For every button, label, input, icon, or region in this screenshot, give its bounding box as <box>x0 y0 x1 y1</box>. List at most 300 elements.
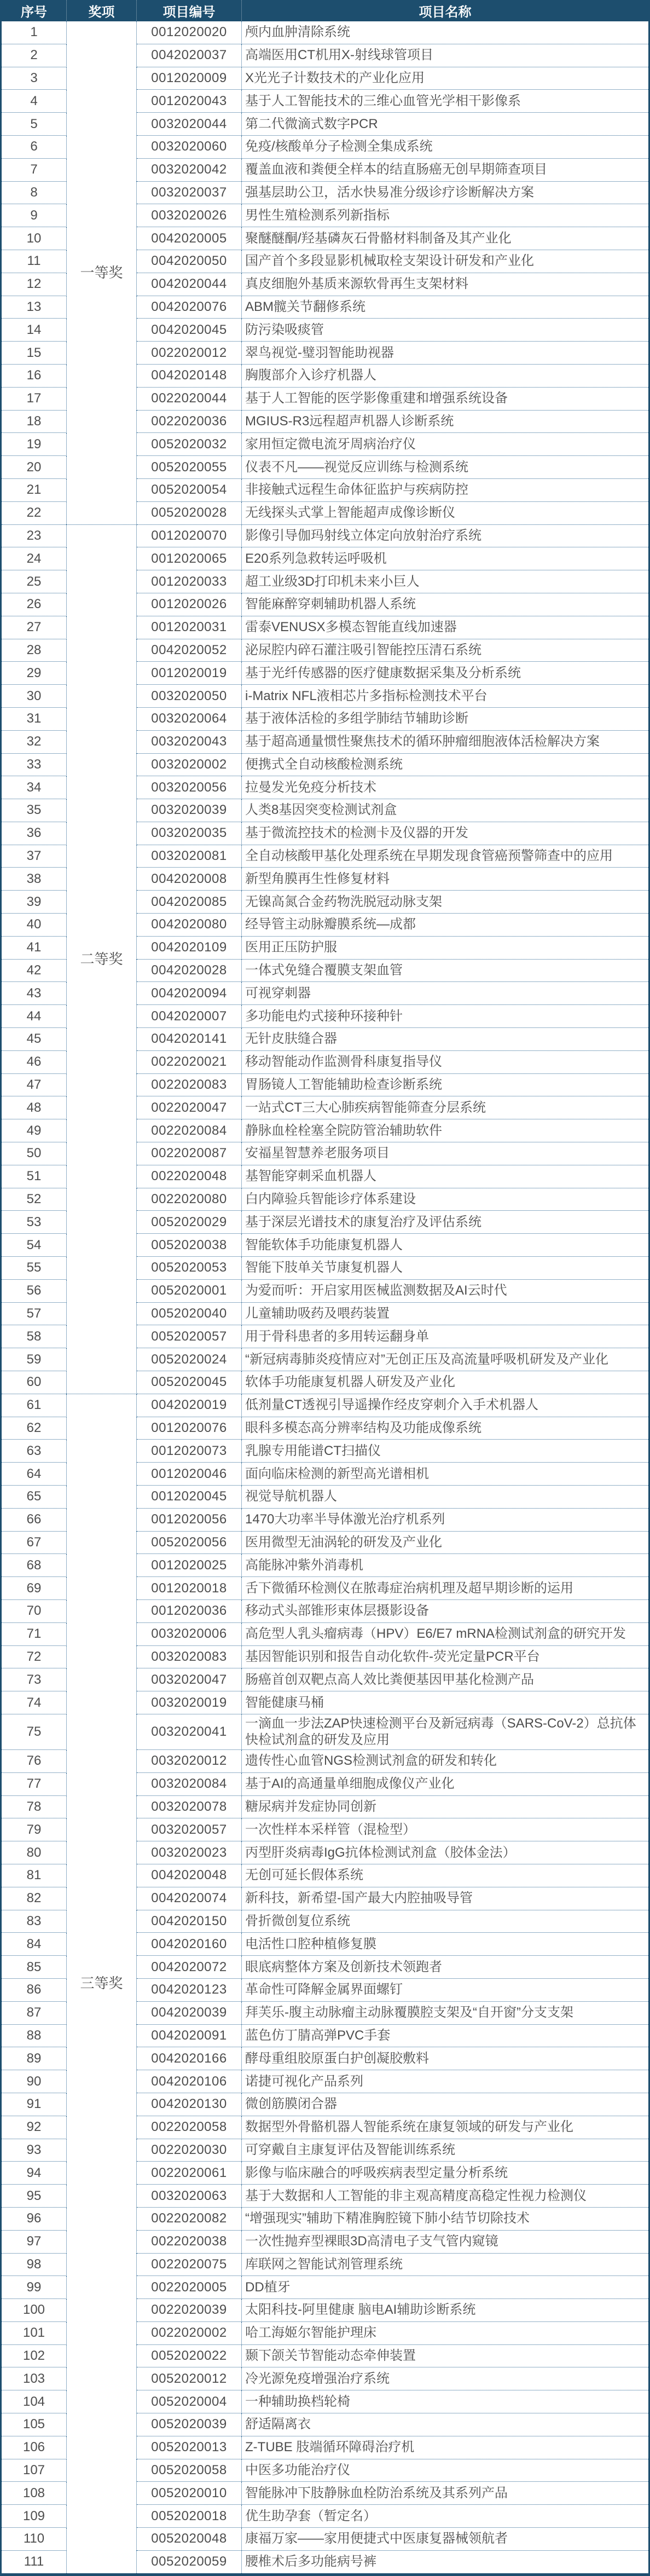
column-header-project-code: 项目编号 <box>137 0 242 21</box>
row-number-cell: 27 <box>1 616 67 639</box>
project-code-cell: 0032020064 <box>137 707 242 730</box>
row-number-cell: 52 <box>1 1188 67 1211</box>
project-code-cell: 0012020025 <box>137 1554 242 1577</box>
project-name-cell: 康福万家——家用便捷式中医康复器械领航者 <box>242 2528 649 2551</box>
project-name-cell: 舌下微循环检测仪在脓毒症治病机理及超早期诊断的运用 <box>242 1577 649 1600</box>
project-code-cell: 0012020031 <box>137 616 242 639</box>
project-code-cell: 0032020083 <box>137 1645 242 1668</box>
project-code-cell: 0012020065 <box>137 547 242 570</box>
project-name-cell: 电活性口腔种植修复膜 <box>242 1933 649 1956</box>
project-name-cell: 第二代微滴式数字PCR <box>242 113 649 136</box>
project-name-cell: 胸腹部介入诊疗机器人 <box>242 364 649 387</box>
row-number-cell: 61 <box>1 1394 67 1417</box>
row-number-cell: 55 <box>1 1257 67 1280</box>
project-name-cell: 一次性抛弃型裸眼3D高清电子支气管内窥镜 <box>242 2230 649 2253</box>
project-name-cell: 用于骨科患者的多用转运翻身单 <box>242 1325 649 1348</box>
row-number-cell: 89 <box>1 2047 67 2070</box>
project-name-cell: 拜芙乐-腹主动脉瘤主动脉覆膜腔支架及“自开窗”分支支架 <box>242 2001 649 2024</box>
project-code-cell: 0022020061 <box>137 2162 242 2185</box>
project-code-cell: 0042020044 <box>137 273 242 296</box>
project-name-cell: 新型角膜再生性修复材料 <box>242 868 649 891</box>
row-number-cell: 74 <box>1 1691 67 1714</box>
project-name-cell: 聚醚醚酮/羟基磷灰石骨骼材料制备及其产业化 <box>242 227 649 250</box>
project-code-cell: 0012020019 <box>137 662 242 685</box>
project-code-cell: 0022020058 <box>137 2116 242 2139</box>
project-code-cell: 0052020029 <box>137 1211 242 1234</box>
row-number-cell: 39 <box>1 891 67 914</box>
row-number-cell: 60 <box>1 1371 67 1394</box>
project-name-cell: 静脉血栓栓塞全院防管治辅助软件 <box>242 1119 649 1142</box>
row-number-cell: 30 <box>1 685 67 708</box>
project-name-cell: 一站式CT三大心肺疾病智能筛查分层系统 <box>242 1096 649 1119</box>
row-number-cell: 37 <box>1 845 67 868</box>
award-label-cell: 一等奖 <box>67 21 137 524</box>
project-code-cell: 0012020056 <box>137 1508 242 1531</box>
project-name-cell: 为爱而听：开启家用医械监测数据及AI云时代 <box>242 1279 649 1302</box>
row-number-cell: 43 <box>1 982 67 1005</box>
project-code-cell: 0052020040 <box>137 1302 242 1325</box>
project-name-cell: i-Matrix NFL液相芯片多指标检测技术平台 <box>242 685 649 708</box>
row-number-cell: 88 <box>1 2024 67 2047</box>
row-number-cell: 41 <box>1 936 67 959</box>
project-name-cell: 颅内血肿清除系统 <box>242 21 649 44</box>
project-code-cell: 0022020044 <box>137 387 242 410</box>
project-name-cell: 雷泰VENUSX多模态智能直线加速器 <box>242 616 649 639</box>
project-code-cell: 0052020013 <box>137 2436 242 2459</box>
project-code-cell: 0032020063 <box>137 2185 242 2208</box>
row-number-cell: 64 <box>1 1463 67 1486</box>
row-number-cell: 90 <box>1 2070 67 2093</box>
row-number-cell: 47 <box>1 1073 67 1096</box>
row-number-cell: 71 <box>1 1622 67 1645</box>
row-number-cell: 82 <box>1 1887 67 1910</box>
project-name-cell: 库联网之智能试剂管理系统 <box>242 2253 649 2276</box>
project-code-cell: 0052020059 <box>137 2550 242 2574</box>
row-number-cell: 92 <box>1 2116 67 2139</box>
project-code-cell: 0042020005 <box>137 227 242 250</box>
project-code-cell: 0032020043 <box>137 730 242 753</box>
project-name-cell: 诺捷可视化产品系列 <box>242 2070 649 2093</box>
row-number-cell: 73 <box>1 1668 67 1691</box>
project-code-cell: 0052020057 <box>137 1325 242 1348</box>
row-number-cell: 53 <box>1 1211 67 1234</box>
project-code-cell: 0012020046 <box>137 1463 242 1486</box>
row-number-cell: 79 <box>1 1818 67 1841</box>
row-number-cell: 25 <box>1 570 67 593</box>
project-code-cell: 0012020070 <box>137 524 242 547</box>
row-number-cell: 111 <box>1 2550 67 2574</box>
project-name-cell: 基于AI的高通量单细胞成像仪产业化 <box>242 1772 649 1795</box>
project-code-cell: 0022020084 <box>137 1119 242 1142</box>
project-code-cell: 0042020045 <box>137 319 242 342</box>
project-code-cell: 0032020002 <box>137 753 242 776</box>
row-number-cell: 80 <box>1 1841 67 1864</box>
project-code-cell: 0042020050 <box>137 250 242 273</box>
row-number-cell: 29 <box>1 662 67 685</box>
project-code-cell: 0012020009 <box>137 67 242 90</box>
project-name-cell: 全自动核酸甲基化处理系统在早期发现食管癌预警筛查中的应用 <box>242 845 649 868</box>
row-number-cell: 59 <box>1 1348 67 1371</box>
project-name-cell: 高能脉冲紫外消毒机 <box>242 1554 649 1577</box>
row-number-cell: 50 <box>1 1142 67 1165</box>
project-code-cell: 0012020026 <box>137 593 242 616</box>
project-name-cell: 中医多功能治疗仪 <box>242 2459 649 2482</box>
row-number-cell: 100 <box>1 2299 67 2322</box>
row-number-cell: 24 <box>1 547 67 570</box>
project-name-cell: 骨折微创复位系统 <box>242 1910 649 1933</box>
row-number-cell: 58 <box>1 1325 67 1348</box>
row-number-cell: 46 <box>1 1050 67 1073</box>
table-row <box>1 21 649 44</box>
project-name-cell: 影像引导伽玛射线立体定向放射治疗系统 <box>242 524 649 547</box>
row-number-cell: 17 <box>1 387 67 410</box>
project-name-cell: 遗传性心血管NGS检测试剂盒的研发和转化 <box>242 1749 649 1772</box>
row-number-cell: 16 <box>1 364 67 387</box>
project-name-cell: “增强现实”辅助下精准胸腔镜下肺小结节切除技术 <box>242 2207 649 2230</box>
project-code-cell: 0042020074 <box>137 1887 242 1910</box>
project-code-cell: 0032020047 <box>137 1668 242 1691</box>
project-code-cell: 0052020028 <box>137 501 242 524</box>
row-number-cell: 11 <box>1 250 67 273</box>
project-name-cell: 无线探头式掌上智能超声成像诊断仪 <box>242 501 649 524</box>
row-number-cell: 63 <box>1 1440 67 1463</box>
row-number-cell: 51 <box>1 1165 67 1188</box>
project-code-cell: 0032020019 <box>137 1691 242 1714</box>
project-name-cell: 经导管主动脉瓣膜系统—成都 <box>242 914 649 937</box>
project-name-cell: 新科技，新希望-国产最大内腔抽吸导管 <box>242 1887 649 1910</box>
row-number-cell: 36 <box>1 822 67 845</box>
project-code-cell: 0022020021 <box>137 1050 242 1073</box>
project-name-cell: 颞下颌关节智能动态牵伸装置 <box>242 2344 649 2367</box>
project-code-cell: 0022020012 <box>137 342 242 365</box>
row-number-cell: 86 <box>1 1978 67 2001</box>
project-name-cell: “新冠病毒肺炎疫情应对”无创正压及高流量呼吸机研发及产业化 <box>242 1348 649 1371</box>
project-code-cell: 0052020054 <box>137 478 242 501</box>
row-number-cell: 33 <box>1 753 67 776</box>
project-name-cell: 眼科多模态高分辨率结构及功能成像系统 <box>242 1417 649 1440</box>
row-number-cell: 70 <box>1 1599 67 1622</box>
project-code-cell: 0052020055 <box>137 456 242 479</box>
project-name-cell: 基因智能识别和报告自动化软件-荧光定量PCR平台 <box>242 1645 649 1668</box>
row-number-cell: 97 <box>1 2230 67 2253</box>
row-number-cell: 45 <box>1 1028 67 1051</box>
project-name-cell: 糖尿病并发症协同创新 <box>242 1795 649 1818</box>
row-number-cell: 40 <box>1 914 67 937</box>
project-code-cell: 0042020048 <box>137 1864 242 1887</box>
project-code-cell: 0042020091 <box>137 2024 242 2047</box>
project-code-cell: 0012020073 <box>137 1440 242 1463</box>
project-code-cell: 0032020037 <box>137 181 242 204</box>
project-code-cell: 0052020001 <box>137 1279 242 1302</box>
project-name-cell: 眼底病整体方案及创新技术领跑者 <box>242 1956 649 1979</box>
project-code-cell: 0042020052 <box>137 639 242 662</box>
project-name-cell: 一次性样本采样管（混检型） <box>242 1818 649 1841</box>
project-name-cell: 免疫/核酸单分子检测全集成系统 <box>242 135 649 158</box>
project-name-cell: DD植牙 <box>242 2276 649 2299</box>
project-name-cell: 移动智能动作监测骨科康复指导仪 <box>242 1050 649 1073</box>
row-number-cell: 19 <box>1 433 67 456</box>
project-code-cell: 0042020123 <box>137 1978 242 2001</box>
table-header <box>1 0 649 21</box>
project-name-cell: 基于超高通量惯性聚焦技术的循环肿瘤细胞液体活检解决方案 <box>242 730 649 753</box>
project-name-cell: 泌尿腔内碎石灌注吸引智能控压清石系统 <box>242 639 649 662</box>
row-number-cell: 26 <box>1 593 67 616</box>
project-code-cell: 0052020048 <box>137 2528 242 2551</box>
project-name-cell: X光光子计数技术的产业化应用 <box>242 67 649 90</box>
project-code-cell: 0022020030 <box>137 2139 242 2162</box>
project-code-cell: 0032020081 <box>137 845 242 868</box>
project-code-cell: 0042020085 <box>137 891 242 914</box>
project-code-cell: 0012020076 <box>137 1417 242 1440</box>
row-number-cell: 105 <box>1 2413 67 2436</box>
project-name-cell: 基于微流控技术的检测卡及仪器的开发 <box>242 822 649 845</box>
project-name-cell: 基于液体活检的多组学肺结节辅助诊断 <box>242 707 649 730</box>
row-number-cell: 94 <box>1 2162 67 2185</box>
row-number-cell: 57 <box>1 1302 67 1325</box>
project-name-cell: 革命性可降解金属界面螺钉 <box>242 1978 649 2001</box>
project-code-cell: 0042020019 <box>137 1394 242 1417</box>
project-code-cell: 0032020035 <box>137 822 242 845</box>
project-name-cell: 强基层助公卫，活水快易准分级诊疗诊断解决方案 <box>242 181 649 204</box>
project-code-cell: 0022020039 <box>137 2299 242 2322</box>
row-number-cell: 7 <box>1 158 67 181</box>
project-name-cell: 安福星智慧养老服务项目 <box>242 1142 649 1165</box>
row-number-cell: 78 <box>1 1795 67 1818</box>
row-number-cell: 4 <box>1 90 67 113</box>
project-code-cell: 0032020012 <box>137 1749 242 1772</box>
project-name-cell: 视觉导航机器人 <box>242 1486 649 1509</box>
project-name-cell: 可穿戴自主康复评估及智能训练系统 <box>242 2139 649 2162</box>
project-code-cell: 0052020004 <box>137 2390 242 2413</box>
project-name-cell: 胃肠镜人工智能辅助检查诊断系统 <box>242 1073 649 1096</box>
row-number-cell: 28 <box>1 639 67 662</box>
row-number-cell: 32 <box>1 730 67 753</box>
row-number-cell: 107 <box>1 2459 67 2482</box>
row-number-cell: 35 <box>1 799 67 822</box>
project-name-cell: 无创可延长假体系统 <box>242 1864 649 1887</box>
project-name-cell: 基于大数据和人工智能的非主观高精度高稳定性视力检测仪 <box>242 2185 649 2208</box>
project-code-cell: 0042020076 <box>137 296 242 319</box>
project-name-cell: 拉曼发光免疫分析技术 <box>242 776 649 799</box>
project-code-cell: 0042020039 <box>137 2001 242 2024</box>
project-name-cell: 非接触式远程生命体征监护与疾病防控 <box>242 478 649 501</box>
project-code-cell: 0052020012 <box>137 2367 242 2390</box>
project-code-cell: 0042020109 <box>137 936 242 959</box>
project-name-cell: Z-TUBE 肢端循环障碍治疗机 <box>242 2436 649 2459</box>
row-number-cell: 12 <box>1 273 67 296</box>
project-name-cell: E20系列急救转运呼吸机 <box>242 547 649 570</box>
row-number-cell: 5 <box>1 113 67 136</box>
row-number-cell: 81 <box>1 1864 67 1887</box>
project-name-cell: 高端医用CT机用X-射线球管项目 <box>242 44 649 67</box>
project-name-cell: 冷光源免疫增强治疗系统 <box>242 2367 649 2390</box>
row-number-cell: 109 <box>1 2505 67 2528</box>
project-code-cell: 0022020087 <box>137 1142 242 1165</box>
row-number-cell: 84 <box>1 1933 67 1956</box>
project-name-cell: 基于深层光谱技术的康复治疗及评估系统 <box>242 1211 649 1234</box>
project-name-cell: 无镍高氮合金药物洗脱冠动脉支架 <box>242 891 649 914</box>
project-code-cell: 0032020078 <box>137 1795 242 1818</box>
project-code-cell: 0042020106 <box>137 2070 242 2093</box>
project-name-cell: 覆盖血液和粪便全样本的结直肠癌无创早期筛查项目 <box>242 158 649 181</box>
project-name-cell: 软体手功能康复机器人研发及产业化 <box>242 1371 649 1394</box>
row-number-cell: 18 <box>1 410 67 433</box>
project-name-cell: 国产首个多段显影机械取栓支架设计研发和产业化 <box>242 250 649 273</box>
project-code-cell: 0042020166 <box>137 2047 242 2070</box>
project-name-cell: 便携式全自动核酸检测系统 <box>242 753 649 776</box>
row-number-cell: 99 <box>1 2276 67 2299</box>
project-code-cell: 0052020056 <box>137 1531 242 1554</box>
project-code-cell: 0042020028 <box>137 959 242 982</box>
table-row <box>1 1394 649 1417</box>
project-code-cell: 0022020075 <box>137 2253 242 2276</box>
project-code-cell: 0052020053 <box>137 1257 242 1280</box>
row-number-cell: 101 <box>1 2321 67 2344</box>
header-row <box>1 0 649 21</box>
row-number-cell: 65 <box>1 1486 67 1509</box>
project-code-cell: 0032020084 <box>137 1772 242 1795</box>
project-code-cell: 0032020060 <box>137 135 242 158</box>
award-label-cell: 二等奖 <box>67 524 137 1394</box>
project-name-cell: 影像与临床融合的呼吸疾病表型定量分析系统 <box>242 2162 649 2185</box>
project-code-cell: 0052020039 <box>137 2413 242 2436</box>
project-code-cell: 0032020057 <box>137 1818 242 1841</box>
project-code-cell: 0032020050 <box>137 685 242 708</box>
project-name-cell: 面向临床检测的新型高光谱相机 <box>242 1463 649 1486</box>
row-number-cell: 56 <box>1 1279 67 1302</box>
row-number-cell: 102 <box>1 2344 67 2367</box>
project-name-cell: 医用正压防护服 <box>242 936 649 959</box>
project-code-cell: 0022020082 <box>137 2207 242 2230</box>
row-number-cell: 38 <box>1 868 67 891</box>
project-code-cell: 0012020036 <box>137 1599 242 1622</box>
project-name-cell: 一体式免缝合覆膜支架血管 <box>242 959 649 982</box>
project-code-cell: 0042020094 <box>137 982 242 1005</box>
row-number-cell: 62 <box>1 1417 67 1440</box>
project-code-cell: 0022020005 <box>137 2276 242 2299</box>
row-number-cell: 96 <box>1 2207 67 2230</box>
row-number-cell: 42 <box>1 959 67 982</box>
row-number-cell: 54 <box>1 1234 67 1257</box>
project-code-cell: 0042020072 <box>137 1956 242 1979</box>
project-code-cell: 0032020041 <box>137 1714 242 1749</box>
project-code-cell: 0022020038 <box>137 2230 242 2253</box>
row-number-cell: 2 <box>1 44 67 67</box>
project-name-cell: 智能下肢单关节康复机器人 <box>242 1257 649 1280</box>
row-number-cell: 77 <box>1 1772 67 1795</box>
project-code-cell: 0042020037 <box>137 44 242 67</box>
project-name-cell: 可视穿刺器 <box>242 982 649 1005</box>
project-code-cell: 0032020039 <box>137 799 242 822</box>
project-code-cell: 0052020045 <box>137 1371 242 1394</box>
row-number-cell: 85 <box>1 1956 67 1979</box>
row-number-cell: 1 <box>1 21 67 44</box>
project-code-cell: 0042020160 <box>137 1933 242 1956</box>
project-name-cell: 数据型外骨骼机器人智能系统在康复领域的研发与产业化 <box>242 2116 649 2139</box>
project-name-cell: 家用恒定微电流牙周病治疗仪 <box>242 433 649 456</box>
row-number-cell: 23 <box>1 524 67 547</box>
row-number-cell: 103 <box>1 2367 67 2390</box>
row-number-cell: 20 <box>1 456 67 479</box>
project-name-cell: 低剂量CT透视引导遥操作经皮穿刺介入手术机器人 <box>242 1394 649 1417</box>
row-number-cell: 76 <box>1 1749 67 1772</box>
project-code-cell: 0042020130 <box>137 2093 242 2116</box>
award-label-cell: 三等奖 <box>67 1394 137 2574</box>
project-code-cell: 0022020048 <box>137 1165 242 1188</box>
project-name-cell: 智能麻醉穿刺辅助机器人系统 <box>242 593 649 616</box>
project-code-cell: 0052020032 <box>137 433 242 456</box>
project-name-cell: 白内障验兵智能诊疗体系建设 <box>242 1188 649 1211</box>
project-code-cell: 0032020026 <box>137 204 242 227</box>
row-number-cell: 14 <box>1 319 67 342</box>
project-code-cell: 0032020023 <box>137 1841 242 1864</box>
project-name-cell: 医用微型无油涡轮的研发及产业化 <box>242 1531 649 1554</box>
project-code-cell: 0042020148 <box>137 364 242 387</box>
project-code-cell: 0052020058 <box>137 2459 242 2482</box>
project-code-cell: 0012020033 <box>137 570 242 593</box>
row-number-cell: 68 <box>1 1554 67 1577</box>
project-name-cell: 丙型肝炎病毒IgG抗体检测试剂盒（胶体金法） <box>242 1841 649 1864</box>
project-code-cell: 0052020038 <box>137 1234 242 1257</box>
column-header-award: 奖项 <box>67 0 137 21</box>
project-name-cell: 腰椎术后多功能病号裤 <box>242 2550 649 2574</box>
row-number-cell: 87 <box>1 2001 67 2024</box>
project-name-cell: 太阳科技-阿里健康 脑电AI辅助诊断系统 <box>242 2299 649 2322</box>
project-name-cell: 优生助孕套（暂定名） <box>242 2505 649 2528</box>
row-number-cell: 104 <box>1 2390 67 2413</box>
column-header-project-name: 项目名称 <box>242 0 649 21</box>
project-name-cell: 哈工海姬尔智能护理床 <box>242 2321 649 2344</box>
project-code-cell: 0042020007 <box>137 1005 242 1028</box>
project-code-cell: 0042020008 <box>137 868 242 891</box>
row-number-cell: 69 <box>1 1577 67 1600</box>
row-number-cell: 48 <box>1 1096 67 1119</box>
project-code-cell: 0032020056 <box>137 776 242 799</box>
project-name-cell: 翠鸟视觉-璧羽智能助视器 <box>242 342 649 365</box>
project-name-cell: 基于人工智能的医学影像重建和增强系统设备 <box>242 387 649 410</box>
project-name-cell: 一滴血一步法ZAP快速检测平台及新冠病毒（SARS-CoV-2）总抗体快检试剂盒的研发及应用 <box>242 1714 649 1749</box>
row-number-cell: 31 <box>1 707 67 730</box>
row-number-cell: 49 <box>1 1119 67 1142</box>
project-code-cell: 0042020141 <box>137 1028 242 1051</box>
row-number-cell: 8 <box>1 181 67 204</box>
project-code-cell: 0052020010 <box>137 2482 242 2505</box>
project-name-cell: 微创筋膜闭合器 <box>242 2093 649 2116</box>
row-number-cell: 6 <box>1 135 67 158</box>
project-code-cell: 0012020020 <box>137 21 242 44</box>
project-code-cell: 0022020036 <box>137 410 242 433</box>
row-number-cell: 9 <box>1 204 67 227</box>
project-name-cell: 人类8基因突变检测试剂盒 <box>242 799 649 822</box>
project-name-cell: 多功能电灼式接种环接种针 <box>242 1005 649 1028</box>
project-name-cell: 无针皮肤缝合器 <box>242 1028 649 1051</box>
row-number-cell: 95 <box>1 2185 67 2208</box>
row-number-cell: 22 <box>1 501 67 524</box>
project-name-cell: 智能健康马桶 <box>242 1691 649 1714</box>
row-number-cell: 34 <box>1 776 67 799</box>
project-code-cell: 0052020022 <box>137 2344 242 2367</box>
row-number-cell: 66 <box>1 1508 67 1531</box>
row-number-cell: 91 <box>1 2093 67 2116</box>
project-name-cell: MGIUS-R3远程超声机器人诊断系统 <box>242 410 649 433</box>
project-name-cell: 乳腺专用能谱CT扫描仪 <box>242 1440 649 1463</box>
award-table-body <box>1 21 649 2574</box>
project-name-cell: 仪表不凡——视觉反应训练与检测系统 <box>242 456 649 479</box>
project-name-cell: 1470大功率半导体激光治疗机系列 <box>242 1508 649 1531</box>
project-name-cell: 超工业级3D打印机未来小巨人 <box>242 570 649 593</box>
row-number-cell: 110 <box>1 2528 67 2551</box>
project-code-cell: 0012020043 <box>137 90 242 113</box>
